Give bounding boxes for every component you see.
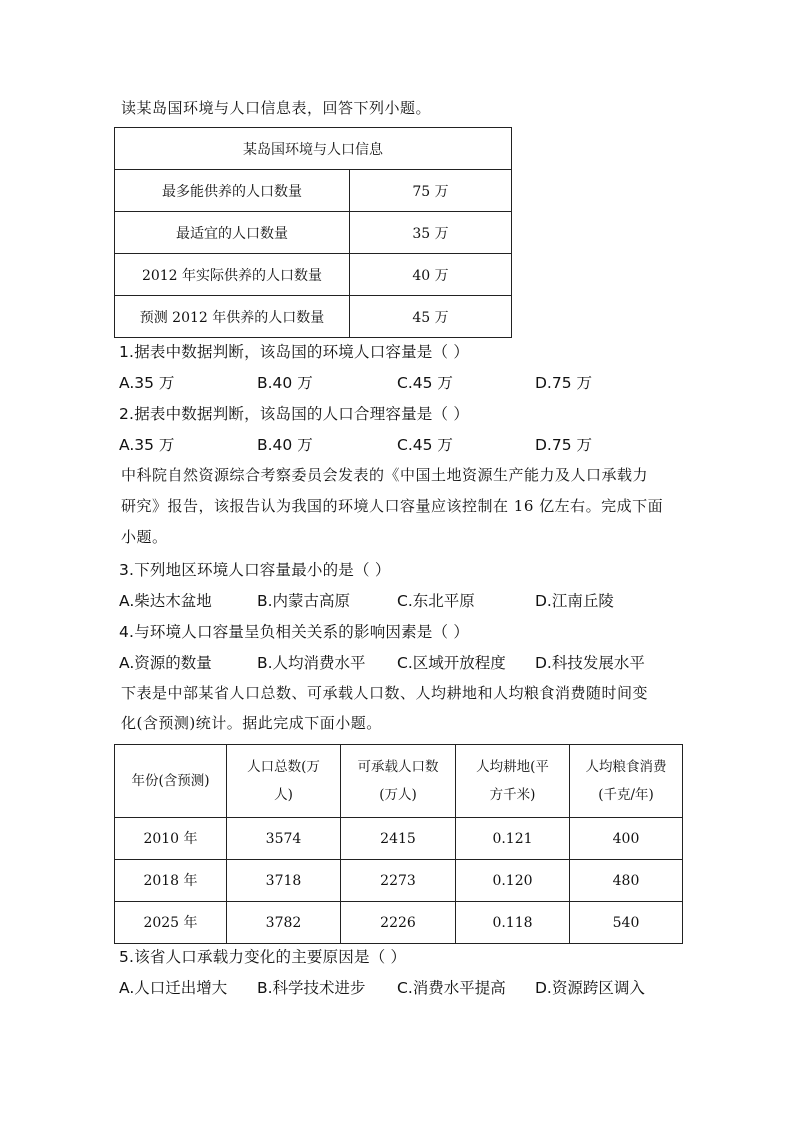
question-3: 3.下列地区环境人口容量最小的是（ ） (119, 561, 391, 579)
question-1: 1.据表中数据判断，该岛国的环境人口容量是（ ） (119, 343, 470, 361)
table-header-row (115, 745, 683, 818)
q5-option-c[interactable]: C.消费水平提高 (397, 979, 506, 997)
intro-text-2-line-3: 小题。 (121, 528, 168, 546)
intro-text-3-line-1: 下表是中部某省人口总数、可承载人口数、人均耕地和人均粮食消费随时间变 (121, 684, 649, 702)
table-row: 最适宜的人口数量 35 万 (115, 212, 512, 254)
q1-option-c[interactable]: C.45 万 (397, 374, 453, 392)
header-grain: 人均粮食消费 (千克/年) (570, 745, 683, 818)
q3-option-a[interactable]: A.柴达木盆地 (119, 592, 212, 610)
intro-text-1: 读某岛国环境与人口信息表，回答下列小题。 (121, 99, 432, 117)
intro-text-2-line-2: 研究》报告，该报告认为我国的环境人口容量应该控制在 16 亿左右。完成下面 (121, 497, 664, 515)
q3-option-c[interactable]: C.东北平原 (397, 592, 475, 610)
table-row: 2025 年 3782 2226 0.118 540 (115, 902, 683, 944)
table-row: 预测 2012 年供养的人口数量 45 万 (115, 296, 512, 338)
q4-option-b[interactable]: B.人均消费水平 (257, 654, 366, 672)
island-info-table (114, 127, 512, 338)
table-row: 2012 年实际供养的人口数量 40 万 (115, 254, 512, 296)
intro-text-3-line-2: 化(含预测)统计。据此完成下面小题。 (121, 714, 382, 732)
table-row: 2010 年 3574 2415 0.121 400 (115, 818, 683, 860)
q3-option-d[interactable]: D.江南丘陵 (535, 592, 614, 610)
intro-text-2-line-1: 中科院自然资源综合考察委员会发表的《中国土地资源生产能力及人口承载力 (121, 466, 649, 484)
q2-option-a[interactable]: A.35 万 (119, 436, 175, 454)
q2-option-b[interactable]: B.40 万 (257, 436, 313, 454)
question-4: 4.与环境人口容量呈负相关关系的影响因素是（ ） (119, 623, 470, 641)
q1-option-d[interactable]: D.75 万 (535, 374, 593, 392)
question-2: 2.据表中数据判断，该岛国的人口合理容量是（ ） (119, 405, 470, 423)
q5-option-b[interactable]: B.科学技术进步 (257, 979, 366, 997)
q4-option-a[interactable]: A.资源的数量 (119, 654, 212, 672)
header-farmland: 人均耕地(平 方千米) (456, 745, 570, 818)
table-row: 2018 年 3718 2273 0.120 480 (115, 860, 683, 902)
q3-option-b[interactable]: B.内蒙古高原 (257, 592, 351, 610)
header-population: 人口总数(万 人) (227, 745, 341, 818)
table-row: 最多能供养的人口数量 75 万 (115, 170, 512, 212)
q2-option-d[interactable]: D.75 万 (535, 436, 593, 454)
q1-option-a[interactable]: A.35 万 (119, 374, 175, 392)
q2-option-c[interactable]: C.45 万 (397, 436, 453, 454)
q1-option-b[interactable]: B.40 万 (257, 374, 313, 392)
province-stats-table (114, 744, 683, 944)
header-year: 年份(含预测) (115, 745, 227, 818)
table-title: 某岛国环境与人口信息 (115, 128, 512, 170)
q4-option-c[interactable]: C.区域开放程度 (397, 654, 506, 672)
header-capacity: 可承载人口数 (万人) (341, 745, 456, 818)
q4-option-d[interactable]: D.科技发展水平 (535, 654, 645, 672)
q5-option-a[interactable]: A.人口迁出增大 (119, 979, 228, 997)
q5-option-d[interactable]: D.资源跨区调入 (535, 979, 645, 997)
question-5: 5.该省人口承载力变化的主要原因是（ ） (119, 948, 407, 966)
